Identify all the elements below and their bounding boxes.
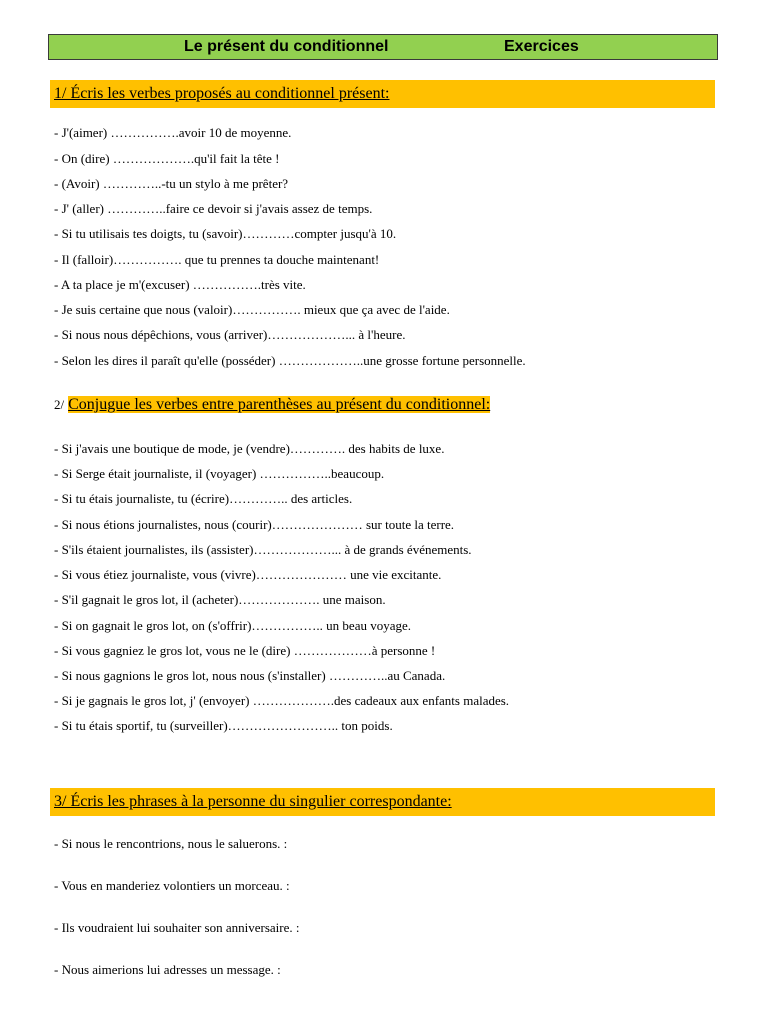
section2-line: - Si vous gagniez le gros lot, vous ne le (dire) ………………à personne !: [54, 643, 436, 658]
section3-line: - Vous en manderiez volontiers un morceau. :: [54, 878, 290, 893]
section2-line: - Si Serge était journaliste, il (voyager) ……………..beaucoup.: [54, 466, 385, 481]
section1-line: - J' (aller) …………..faire ce devoir si j'avais assez de temps.: [54, 201, 373, 216]
section2-line: - Si tu étais sportif, tu (surveiller)…………………….. ton poids.: [54, 718, 393, 733]
section1-line: - Je suis certaine que nous (valoir)……………. mieux que ça avec de l'aide.: [54, 302, 450, 317]
section2-line: - S'ils étaient journalistes, ils (assister)………………... à de grands événements.: [54, 542, 472, 557]
page-title: Le présent du conditionnel: [184, 38, 389, 55]
section2-line: - Si j'avais une boutique de mode, je (vendre)…………. des habits de luxe.: [54, 441, 445, 456]
section2-line: - Si tu étais journaliste, tu (écrire)………….. des articles.: [54, 491, 353, 506]
section1-heading: 1/ Écris les verbes proposés au conditionnel présent:: [50, 80, 715, 108]
section1-line: - J'(aimer) …………….avoir 10 de moyenne.: [54, 125, 292, 140]
section1-line: - (Avoir) …………..-tu un stylo à me prêter?: [54, 176, 289, 191]
section2-line: - Si nous étions journalistes, nous (courir)………………… sur toute la terre.: [54, 517, 455, 532]
section2-line: - Si nous gagnions le gros lot, nous nous (s'installer) …………..au Canada.: [54, 668, 446, 683]
section3-line: - Ils voudraient lui souhaiter son anniversaire. :: [54, 920, 300, 935]
section1-line: - On (dire) ……………….qu'il fait la tête !: [54, 151, 280, 166]
section1-line: - Si nous nous dépêchions, vous (arriver)………………... à l'heure.: [54, 327, 406, 342]
page-subtitle-exercises: Exercices: [504, 38, 579, 55]
section3-line: - Nous aimerions lui adresses un message. :: [54, 962, 281, 977]
section2-heading-row: [54, 391, 490, 419]
section1-line: - Il (falloir)……………. que tu prennes ta douche maintenant!: [54, 252, 380, 267]
section1-line: - Si tu utilisais tes doigts, tu (savoir)…………compter jusqu'à 10.: [54, 226, 397, 241]
section2-line: - S'il gagnait le gros lot, il (acheter)………………. une maison.: [54, 592, 386, 607]
section2-heading: Conjugue les verbes entre parenthèses au présent du conditionnel:: [68, 396, 491, 413]
section2-line: - Si vous étiez journaliste, vous (vivre)………………… une vie excitante.: [54, 567, 442, 582]
section1-line: - Selon les dires il paraît qu'elle (posséder) ………………..une grosse fortune personnelle.: [54, 353, 526, 368]
section1-line: - A ta place je m'(excuser) …………….très vite.: [54, 277, 306, 292]
page-title-box: [48, 34, 718, 60]
section2-line: - Si je gagnais le gros lot, j' (envoyer) ……………….des cadeaux aux enfants malades.: [54, 693, 510, 708]
section3-line: - Si nous le rencontrions, nous le saluerons. :: [54, 836, 288, 851]
section2-number: 2/: [54, 397, 65, 412]
section3-heading: 3/ Écris les phrases à la personne du singulier correspondante:: [50, 788, 715, 816]
section2-line: - Si on gagnait le gros lot, on (s'offrir)…………….. un beau voyage.: [54, 618, 412, 633]
